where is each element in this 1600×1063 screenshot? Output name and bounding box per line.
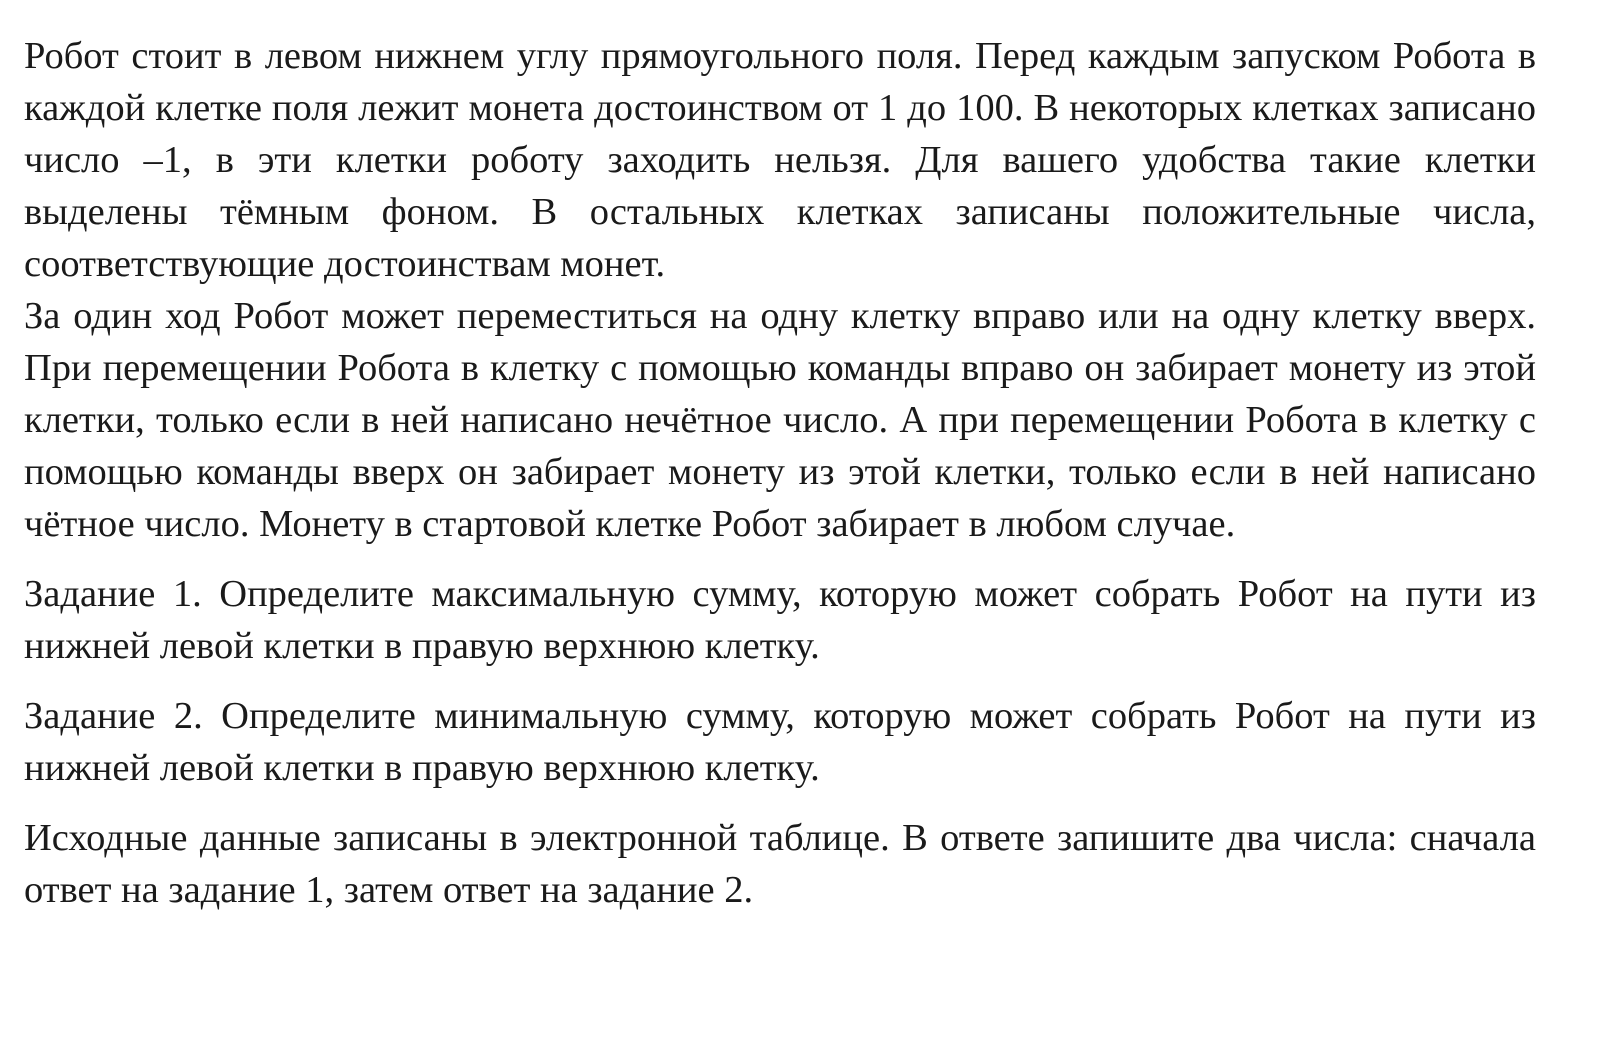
document-body (24, 30, 1536, 916)
paragraph-answer-instructions: Исходные данные записаны в электронной таблице. В ответе запишите два числа: сначала ответ на задание 1, затем ответ на задание 2. (24, 817, 1536, 911)
paragraph-movement-rules: За один ход Робот может переместиться на одну клетку вправо или на одну клетку вверх. При перемещении Робота в клетку с помощью команды вправо он забирает монету из этой клетки, только если в ней написано нечётное число. А при перемещении Робота в клетку с помощью команды вверх он забирает монету из этой клетки, только если в ней написано чётное число. Монету в стартовой клетке Робот забирает в любом случае. (24, 295, 1536, 545)
paragraph-task-1: Задание 1. Определите максимальную сумму, которую может собрать Робот на пути из нижней левой клетки в правую верхнюю клетку. (24, 573, 1536, 667)
paragraph-field-description: Робот стоит в левом нижнем углу прямоугольного поля. Перед каждым запуском Робота в каждой клетке поля лежит монета достоинством от 1 до 100. В некоторых клетках записано число –1, в эти клетки роботу заходить нельзя. Для вашего удобства такие клетки выделены тёмным фоном. В остальных клетках записаны положительные числа, соответствующие достоинствам монет. (24, 35, 1536, 285)
paragraph-task-2: Задание 2. Определите минимальную сумму, которую может собрать Робот на пути из нижней левой клетки в правую верхнюю клетку. (24, 695, 1536, 789)
